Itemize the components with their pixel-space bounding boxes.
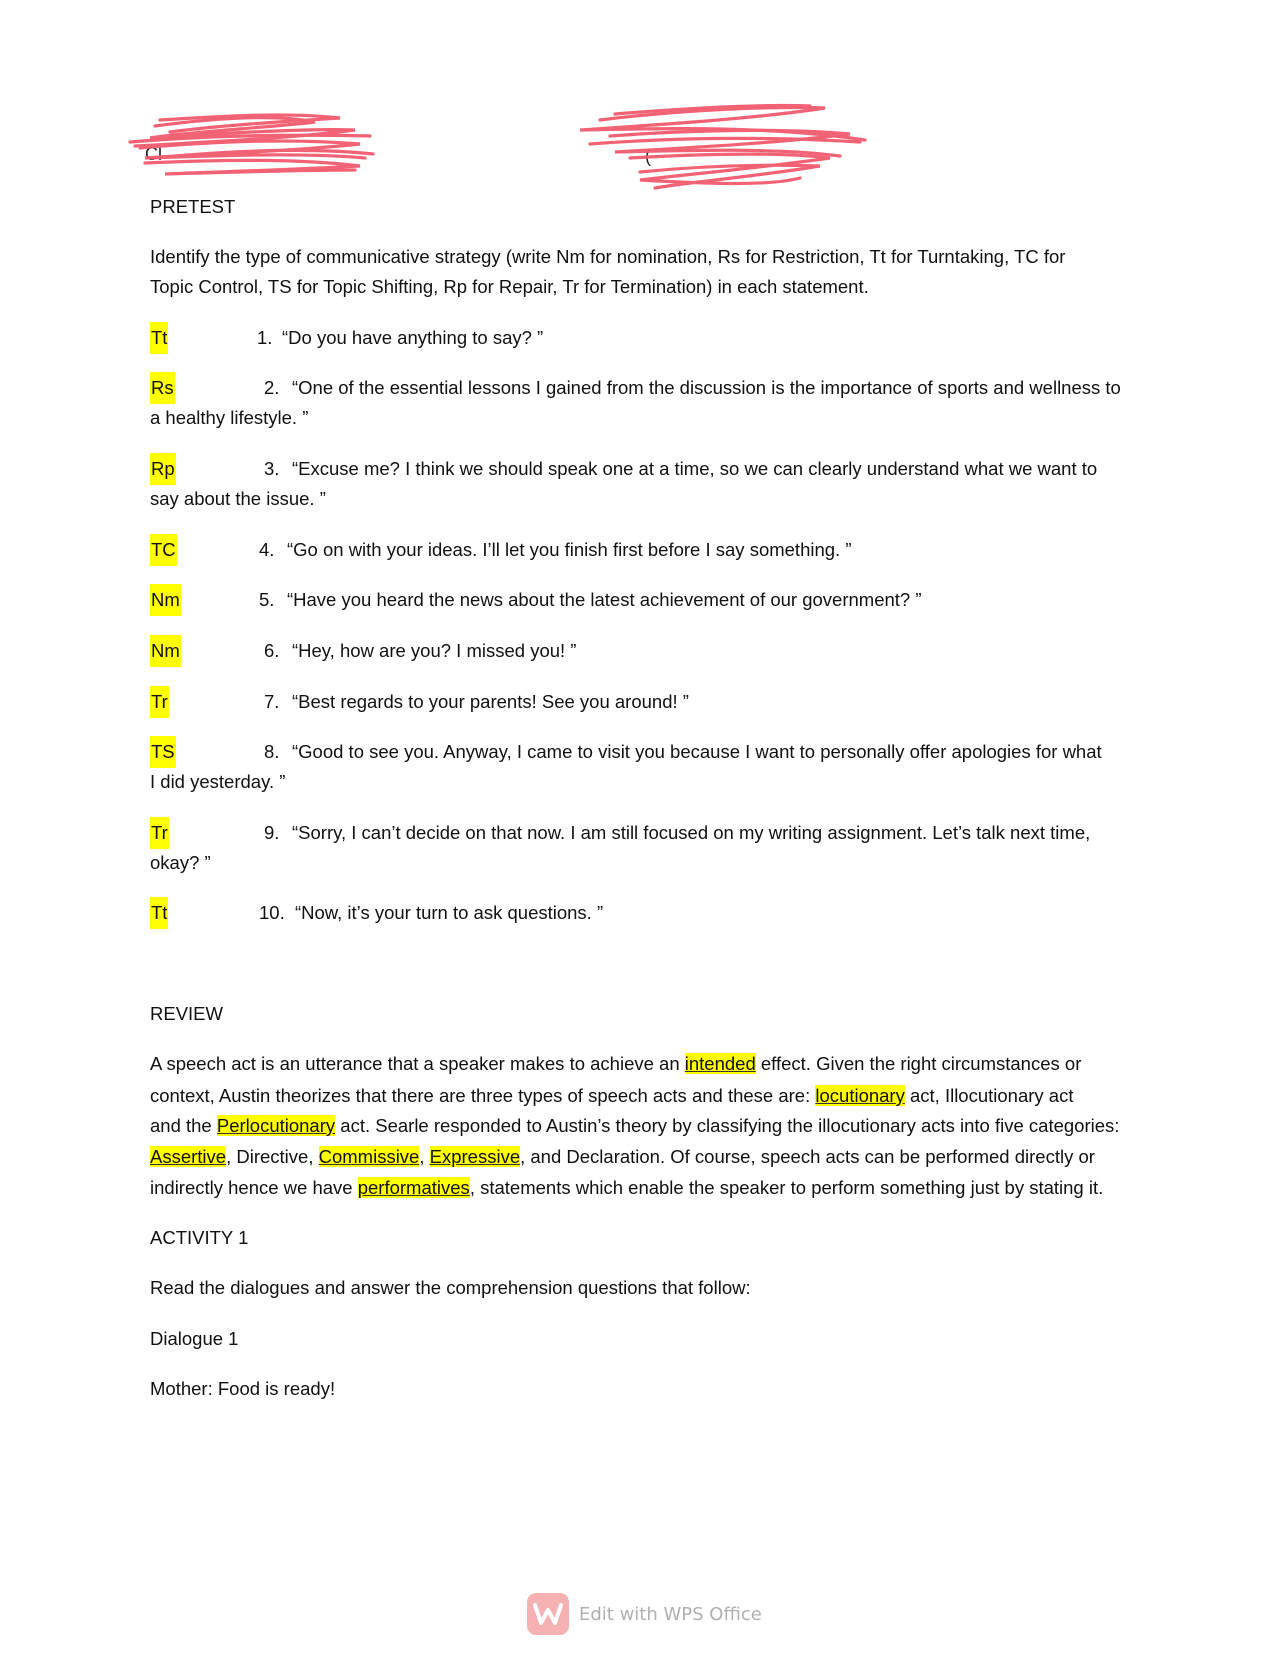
item-5-text: “Have you heard the news about the latest achievement of our government? ” [287, 589, 922, 610]
item-1-text: “Do you have anything to say? ” [282, 327, 544, 348]
review-text: indirectly hence we have [150, 1177, 358, 1198]
redacted-text-fragment: Cl [145, 144, 162, 164]
review-text: , Directive, [226, 1146, 319, 1167]
highlight-perlocutionary: Perlocutionary [216, 1115, 336, 1136]
item-9-number: 9. [264, 822, 280, 843]
activity-instruction: Read the dialogues and answer the comprehension questions that follow: [150, 1277, 751, 1298]
answer-4: TC [150, 534, 177, 566]
highlight-commissive: Commissive [318, 1146, 420, 1167]
review-heading: REVIEW [150, 1003, 223, 1024]
wps-watermark[interactable] [527, 1593, 762, 1635]
item-7-text: “Best regards to your parents! See you around! ” [292, 691, 689, 712]
item-8-text: “Good to see you. Anyway, I came to visit you because I want to personally offer apologies for what [292, 741, 1102, 762]
activity-heading: ACTIVITY 1 [150, 1227, 249, 1248]
review-line-1 [150, 1048, 1081, 1080]
pretest-heading: PRETEST [150, 196, 236, 217]
review-text: and the [150, 1115, 217, 1136]
item-8-number: 8. [264, 741, 280, 762]
review-text: context, Austin theorizes that there are three types of speech acts and these are: [150, 1085, 816, 1106]
pretest-instructions-line1: Identify the type of communicative strategy (write Nm for nomination, Rs for Restriction, Tt for Turntaking, TC for [150, 246, 1066, 267]
answer-9: Tr [150, 817, 169, 849]
highlight-locutionary: locutionary [815, 1085, 905, 1106]
item-3-continued: say about the issue. ” [150, 488, 326, 509]
wps-watermark-text: Edit with WPS Office [579, 1603, 762, 1625]
item-1-number: 1. [257, 327, 273, 348]
answer-10: Tt [150, 897, 168, 929]
review-text: act. Searle responded to Austin’s theory by classifying the illocutionary acts into five categories: [335, 1115, 1120, 1136]
review-text: A speech act is an utterance that a speaker makes to achieve an [150, 1053, 685, 1074]
item-2-text: “One of the essential lessons I gained from the discussion is the importance of sports and wellness to [292, 377, 1121, 398]
answer-1: Tt [150, 322, 168, 354]
review-text: , statements which enable the speaker to perform something just by stating it. [469, 1177, 1104, 1198]
item-6-number: 6. [264, 640, 280, 661]
item-9-continued: okay? ” [150, 852, 211, 873]
item-8-continued: I did yesterday. ” [150, 771, 286, 792]
redaction-scribble-left [125, 108, 375, 183]
review-line-4 [150, 1141, 1095, 1173]
item-10-number: 10. [259, 902, 285, 923]
dialogue-title: Dialogue 1 [150, 1328, 239, 1349]
review-text: , [419, 1146, 430, 1167]
dialogue-line-1: Mother: Food is ready! [150, 1378, 336, 1399]
review-text: act, Illocutionary act [904, 1085, 1074, 1106]
item-4-text: “Go on with your ideas. I’ll let you finish first before I say something. ” [287, 539, 852, 560]
review-line-2 [150, 1080, 1073, 1112]
highlight-performatives: performatives [357, 1177, 470, 1198]
review-text: , and Declaration. Of course, speech acts can be performed directly or [520, 1146, 1095, 1167]
item-7-number: 7. [264, 691, 280, 712]
highlight-assertive: Assertive [150, 1146, 227, 1167]
review-line-3 [150, 1110, 1119, 1142]
item-6-text: “Hey, how are you? I missed you! ” [292, 640, 577, 661]
review-text: effect. Given the right circumstances or [755, 1053, 1082, 1074]
redacted-text-fragment-right: ( [645, 146, 651, 166]
item-5-number: 5. [259, 589, 275, 610]
answer-6: Nm [150, 635, 181, 667]
item-3-text: “Excuse me? I think we should speak one at a time, so we can clearly understand what we want to [292, 458, 1098, 479]
answer-2: Rs [150, 372, 175, 404]
answer-7: Tr [150, 686, 169, 718]
review-line-5 [150, 1172, 1103, 1204]
answer-5: Nm [150, 584, 181, 616]
pretest-instructions-line2: Topic Control, TS for Topic Shifting, Rp for Repair, Tr for Termination) in each statement. [150, 276, 869, 297]
item-10-text: “Now, it’s your turn to ask questions. ” [295, 902, 604, 923]
wps-logo-icon [527, 1593, 569, 1635]
item-2-number: 2. [264, 377, 280, 398]
item-9-text: “Sorry, I can’t decide on that now. I am still focused on my writing assignment. Let’s talk next time, [292, 822, 1091, 843]
highlight-expressive: Expressive [429, 1146, 521, 1167]
highlight-intended: intended [684, 1053, 756, 1074]
item-2-continued: a healthy lifestyle. ” [150, 407, 309, 428]
item-4-number: 4. [259, 539, 275, 560]
answer-3: Rp [150, 453, 176, 485]
answer-8: TS [150, 736, 176, 768]
item-3-number: 3. [264, 458, 280, 479]
redaction-scribble-right [570, 100, 870, 195]
